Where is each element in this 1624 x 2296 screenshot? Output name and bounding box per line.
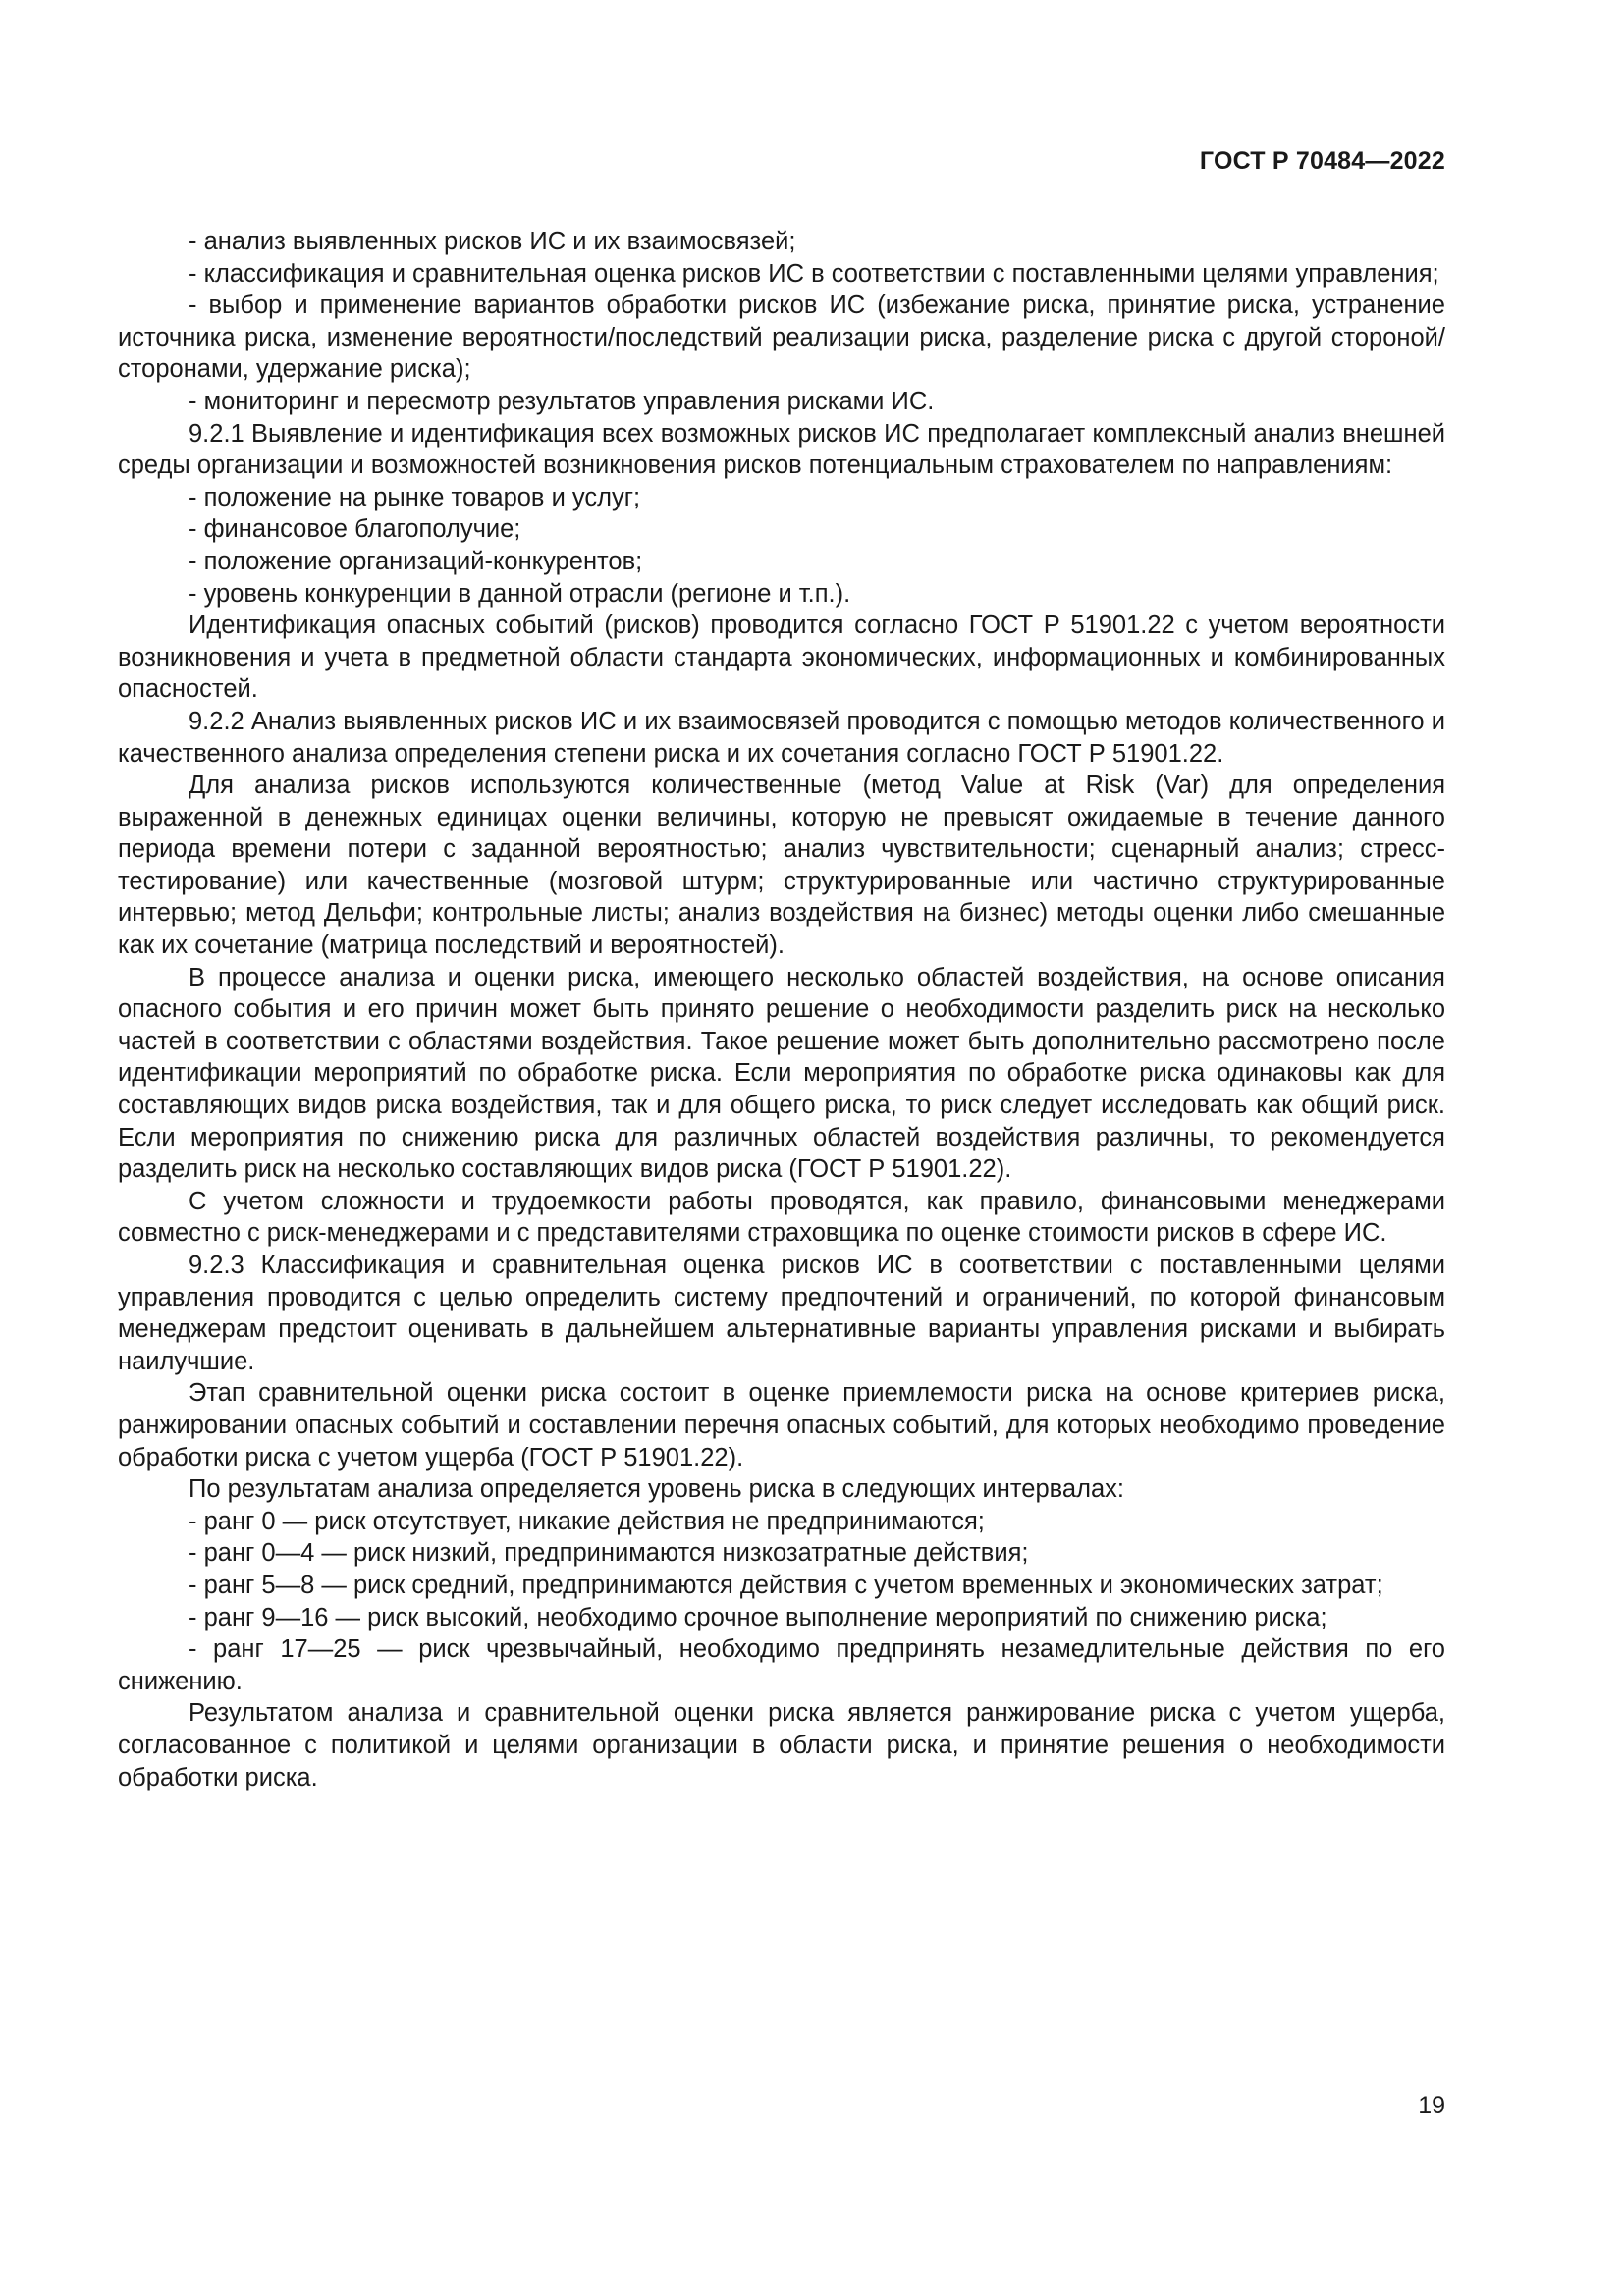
page-number: 19 (1418, 2092, 1445, 2119)
paragraph: - положение организаций-конкурентов; (189, 547, 643, 575)
paragraph: - ранг 9—16 — риск высокий, необходимо срочное выполнение мероприятий по снижению риска; (189, 1603, 1327, 1631)
paragraph: 9.2.3 Классификация и сравнительная оценка рисков ИС в соответствии с поставленными целями управления проводится с целью определить систему предпочтений и ограничений, по которой финансовым менеджерам предстоит оценивать в дальнейшем альтернативные варианты управления рисками и выбирать наилучшие. (118, 1252, 1445, 1375)
paragraph: Результатом анализа и сравнительной оценки риска является ранжирование риска с учетом ущерба, согласованное с политикой и целями организации в области риска, и принятие решения о необходимости обработки риска. (118, 1699, 1445, 1791)
paragraph: - мониторинг и пересмотр результатов управления рисками ИС. (189, 387, 935, 415)
paragraph: - финансовое благополучие; (189, 515, 521, 544)
paragraph: Идентификация опасных событий (рисков) проводится согласно ГОСТ Р 51901.22 с учетом вероятности возникновения и учета в предметной области стандарта экономических, информационных и комбинированных опасностей. (118, 612, 1445, 704)
paragraph: - ранг 0 — риск отсутствует, никакие действия не предпринимаются; (189, 1507, 985, 1535)
paragraph: 9.2.1 Выявление и идентификация всех возможных рисков ИС предполагает комплексный анализ внешней среды организации и возможностей возникновения рисков потенциальным страхователем по направлениям: (118, 419, 1445, 480)
paragraph: В процессе анализа и оценки риска, имеющего несколько областей воздействия, на основе описания опасного события и его причин может быть принято решение о необходимости разделить риск на несколько частей в соответствии с областями воздействия. Такое решение может быть дополнительно рассмотрено после идентификации мероприятий по обработке риска. Если мероприятия по обработке риска одинаковы как для составляющих видов риска воздействия, так и для общего риска, то риск следует исследовать как общий риск. Если мероприятия по снижению риска для различных областей воздействия различны, то рекомендуется разделить риск на несколько составляющих видов риска (ГОСТ Р 51901.22). (118, 963, 1445, 1184)
paragraph: 9.2.2 Анализ выявленных рисков ИС и их взаимосвязей проводится с помощью методов количественного и качественного анализа определения степени риска и их сочетания согласно ГОСТ Р 51901.22. (118, 707, 1445, 768)
paragraph: - ранг 0—4 — риск низкий, предпринимаются низкозатратные действия; (189, 1539, 1029, 1568)
paragraph: - анализ выявленных рисков ИС и их взаимосвязей; (189, 228, 796, 255)
paragraph: - классификация и сравнительная оценка рисков ИС в соответствии с поставленными целями управления; (189, 259, 1439, 288)
paragraph: - выбор и применение вариантов обработки рисков ИС (избежание риска, принятие риска, устранение источника риска, изменение вероятности/последствий реализации риска, разделение риска с другой стороной/сторонами, удержание риска); (118, 292, 1445, 384)
paragraph: - ранг 17—25 — риск чрезвычайный, необходимо предпринять незамедлительные действия по его снижению. (118, 1635, 1445, 1695)
paragraph: Для анализа рисков используются количественные (метод Value at Risk (Var) для определения выраженной в денежных единицах оценки величины, которую не превысят ожидаемые в течение данного периода времени потери с заданной вероятностью; анализ чувствительности; сценарный анализ; стресс-тестирование) или качественные (мозговой штурм; структурированные или частично структурированные интервью; метод Дельфи; контрольные листы; анализ воздействия на бизнес) методы оценки либо смешанные как их сочетание (матрица последствий и вероятностей). (118, 772, 1445, 960)
paragraph: - ранг 5—8 — риск средний, предпринимаются действия с учетом временных и экономических затрат; (189, 1571, 1383, 1599)
paragraph: - уровень конкуренции в данной отрасли (регионе и т.п.). (189, 579, 851, 608)
document-body (118, 226, 1445, 1793)
paragraph: Этап сравнительной оценки риска состоит в оценке приемлемости риска на основе критериев риска, ранжировании опасных событий и составлении перечня опасных событий, для которых необходимо проведение обработки риска с учетом ущерба (ГОСТ Р 51901.22). (118, 1379, 1445, 1471)
page-header-standard-code: ГОСТ Р 70484—2022 (1199, 147, 1445, 175)
paragraph: - положение на рынке товаров и услуг; (189, 483, 641, 511)
paragraph: С учетом сложности и трудоемкости работы проводятся, как правило, финансовыми менеджерами совместно с риск-менеджерами и с представителями страховщика по оценке стоимости рисков в сфере ИС. (118, 1187, 1445, 1248)
paragraph: По результатам анализа определяется уровень риска в следующих интервалах: (189, 1475, 1124, 1504)
